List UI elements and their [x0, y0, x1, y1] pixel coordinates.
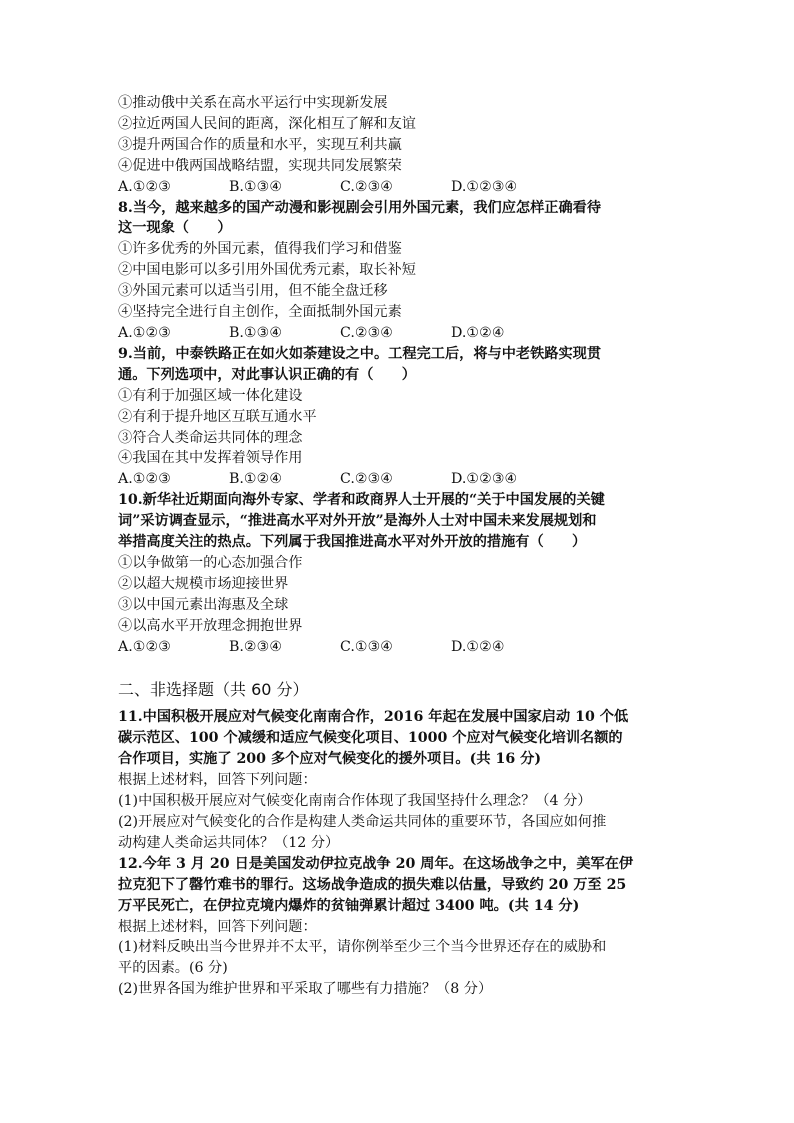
q12-sub-1-line-1: (1)材料反映出当今世界并不太平，请你例举至少三个当今世界还存在的威胁和: [118, 939, 607, 956]
question-12: [118, 854, 678, 1000]
q7-options: [118, 177, 678, 198]
q7-item-1: ①推动俄中关系在高水平运行中实现新发展: [118, 95, 388, 111]
q8-item-4: ④坚持完全进行自主创作，全面抵制外国元素: [118, 304, 402, 321]
q10-item-2: ②以超大规模市场迎接世界: [118, 575, 289, 592]
q11-stem-line-2: 碳示范区、100 个减缓和适应气候变化项目、1000 个应对气候变化培训名额的: [118, 730, 623, 747]
question-11: [118, 707, 678, 853]
q9-item-2: ②有利于提升地区互联互通水平: [118, 408, 317, 425]
q8-options: [118, 323, 678, 344]
q7-item-4: ④促进中俄两国战略结盟，实现共同发展繁荣: [118, 157, 402, 174]
q8-stem-line-1: 8.当今，越来越多的国产动漫和影视剧会引用外国元素，我们应怎样正确看待: [118, 199, 602, 216]
q9-item-4: ④我国在其中发挥着领导作用: [118, 450, 303, 467]
q10-stem-line-2: 词”采访调查显示，“推进高水平对外开放”是海外人士对中国未来发展规划和: [118, 513, 597, 530]
q12-sub-1-line-2: 平的因素。(6 分): [118, 960, 228, 977]
q8-option-b: B.①③④: [229, 324, 283, 341]
q9-options: [118, 469, 678, 490]
q10-stem-line-3: 举措高度关注的热点。下列属于我国推进高水平对外开放的措施有（ ）: [118, 534, 587, 551]
q8-item-1: ①许多优秀的外国元素，值得我们学习和借鉴: [118, 241, 402, 258]
q11-sub-2-line-1: (2)开展应对气候变化的合作是构建人类命运共同体的重要环节，各国应如何推: [118, 814, 607, 830]
q9-stem-line-2: 通。下列选项中，对此事认识正确的有（ ）: [118, 366, 416, 383]
q9-option-c: C.②③④: [340, 471, 394, 488]
q7-item-2: ②拉近两国人民间的距离，深化相互了解和友谊: [118, 115, 416, 132]
q7-option-b: B.①③④: [229, 178, 283, 195]
q8-option-d: D.①②④: [451, 324, 505, 341]
q10-option-d: D.①②④: [451, 638, 505, 655]
question-10: [118, 490, 678, 657]
q10-item-4: ④以高水平开放理念拥抱世界: [118, 617, 303, 634]
q10-stem-line-1: 10.新华社近期面向海外专家、学者和政商界人士开展的“关于中国发展的关键: [118, 492, 605, 509]
q8-stem-line-2: 这一现象（ ）: [118, 220, 232, 237]
q7-option-c: C.②③④: [340, 178, 394, 195]
q12-stem-line-3: 万平民死亡，在伊拉克境内爆炸的贫铀弹累计超过 3400 吨。(共 14 分): [118, 897, 580, 914]
q10-item-1: ①以争做第一的心态加强合作: [118, 554, 303, 571]
section-heading: 二、非选择题（共 60 分）: [118, 680, 309, 700]
question-8: [118, 198, 678, 344]
exam-page: [118, 93, 678, 1000]
q10-option-a: A.①②③: [118, 638, 171, 655]
q11-lead: 根据上述材料，回答下列问题：: [118, 772, 317, 789]
q7-item-3: ③提升两国合作的质量和水平，实现互利共赢: [118, 136, 402, 153]
q9-item-1: ①有利于加强区域一体化建设: [118, 387, 303, 404]
q7-option-d: D.①②③④: [451, 178, 518, 195]
q10-option-c: C.①③④: [340, 638, 394, 655]
question-7: [118, 93, 678, 198]
q8-item-3: ③外国元素可以适当引用，但不能全盘迁移: [118, 283, 388, 300]
q10-option-b: B.②③④: [229, 638, 283, 655]
q10-item-3: ③以中国元素出海惠及全球: [118, 596, 289, 613]
q12-stem-line-1: 12.今年 3 月 20 日是美国发动伊拉克战争 20 周年。在这场战争之中，美军在伊: [118, 855, 634, 872]
q7-option-a: A.①②③: [118, 178, 171, 195]
q11-sub-2-line-2: 动构建人类命运共同体？（12 分）: [118, 834, 340, 851]
q9-option-b: B.①②④: [229, 471, 283, 488]
q10-options: [118, 637, 678, 658]
question-9: [118, 344, 678, 490]
q9-option-d: D.①②③④: [451, 471, 518, 488]
q9-item-3: ③符合人类命运共同体的理念: [118, 429, 303, 446]
q8-item-2: ②中国电影可以多引用外国优秀元素，取长补短: [118, 262, 416, 279]
section-spacer: [118, 657, 678, 677]
q11-stem-line-1: 11.中国积极开展应对气候变化南南合作，2016 年起在发展中国家启动 10 个低: [118, 709, 629, 726]
q12-sub-2: (2)世界各国为维护世界和平采取了哪些有力措施？（8 分）: [118, 981, 493, 998]
q12-lead: 根据上述材料，回答下列问题：: [118, 918, 317, 935]
q12-stem-line-2: 拉克犯下了罄竹难书的罪行。这场战争造成的损失难以估量，导致约 20 万至 25: [118, 876, 627, 893]
q11-stem-line-3: 合作项目，实施了 200 多个应对气候变化的援外项目。(共 16 分): [118, 751, 542, 768]
q8-option-a: A.①②③: [118, 324, 171, 341]
q8-option-c: C.②③④: [340, 324, 394, 341]
q9-stem-line-1: 9.当前，中泰铁路正在如火如荼建设之中。工程完工后，将与中老铁路实现贯: [118, 345, 602, 362]
q9-option-a: A.①②③: [118, 471, 171, 488]
q11-sub-1: (1)中国积极开展应对气候变化南南合作体现了我国坚持什么理念？（4 分）: [118, 793, 592, 810]
